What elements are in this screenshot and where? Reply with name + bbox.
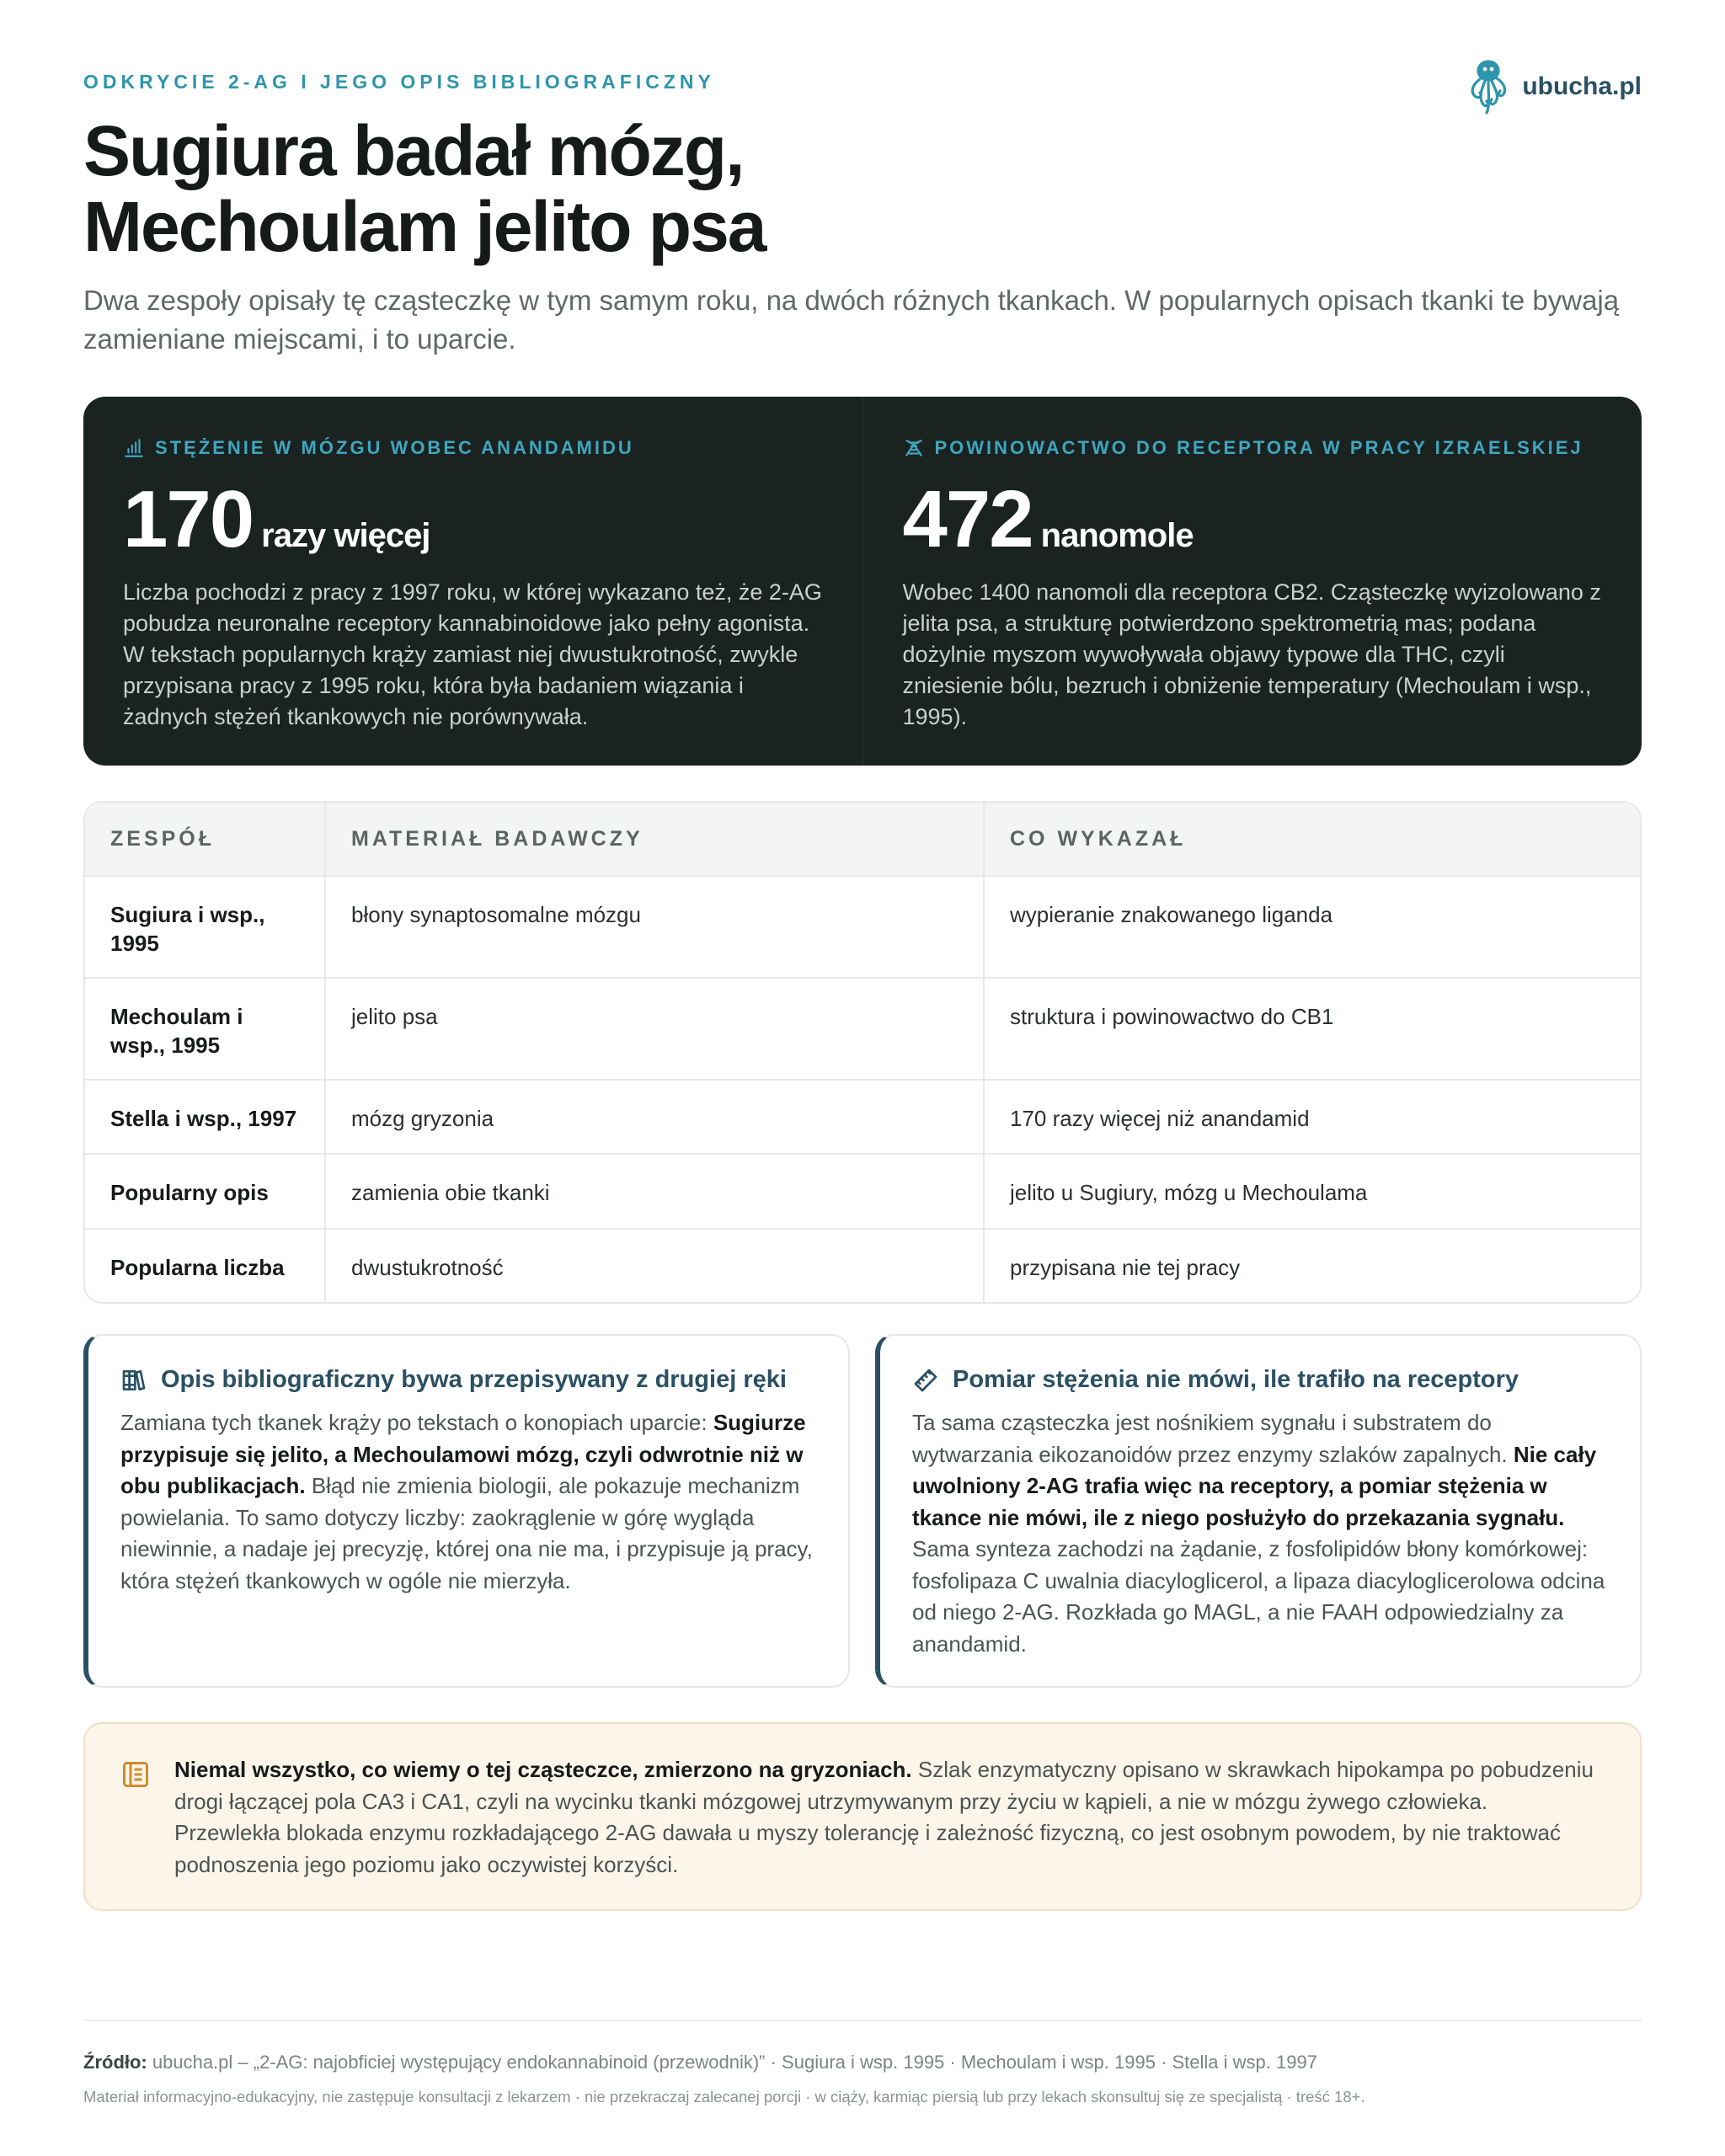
title-line-1: Sugiura badał mózg, [83,111,744,190]
table-row [85,1228,1640,1302]
eyebrow: ODKRYCIE 2-AG I JEGO OPIS BIBLIOGRAFICZNY [83,71,715,93]
table-row [85,1079,1640,1153]
source-text: ubucha.pl – „2-AG: najobficiej występujący endokannabinoid (przewodnik)” · Sugiura i wsp. 1995 · Mechoulam i wsp. 1995 · Stella i wsp. 1997 [147,2052,1317,2073]
footer-divider [83,2020,1642,2021]
stat-description: Wobec 1400 nanomoli dla receptora CB2. Cząsteczkę wyizolowano z jelita psa, a strukturę potwierdzono spektrometrią mas; podana dożylnie myszom wywoływała objawy typowe dla THC, czyli zniesienie bólu, bezruch i obniżenie temperatury (Mechoulam i wsp., 1995). [902,579,1601,729]
card-text [120,1407,818,1597]
table-cell-material: dwustukrotność [326,1230,985,1302]
molecule-icon [903,437,925,459]
stat-number: 472 [902,474,1033,564]
table-row [85,875,1640,977]
title-line-2: Mechoulam jelito psa [83,187,766,266]
stat-description: Liczba pochodzi z pracy z 1997 roku, w której wykazano też, że 2-AG pobudza neuronalne receptory kannabinoidowe jako pełny agonista. W tekstach popularnych krąży zamiast niej dwustukrotność, zwykle przypisana pracy z 1995 roku, która była badaniem wiązania i żadnych stężeń tkankowych nie porównywała. [123,579,822,729]
card-text-end: Sama synteza zachodzi na żądanie, z fosfolipidów błony komórkowej: fosfolipaza C uwalnia diacyloglicerol, a lipaza diacyloglicerolowa odcina od niego 2-AG. Rozkłada go MAGL, a nie FAAH odpowiedzialny za anandamid. [912,1536,1605,1657]
card-title-text: Pomiar stężenia nie mówi, ile trafiło na receptory [953,1366,1519,1393]
logo[interactable] [1466,57,1642,116]
table-cell-finding: jelito u Sugiury, mózg u Mechoulama [1010,1180,1368,1205]
stat-receptor-affinity [862,397,1642,766]
card-text-bold: Nie cały uwolniony 2-AG trafia więc na receptory, a pomiar stężenia w tkance nie mówi, ile z niego posłużyło do przekazania sygnału. [912,1441,1597,1530]
table-header-team: ZESPÓŁ [85,803,326,875]
logo-text: ubucha.pl [1522,72,1642,100]
note-body: Szlak enzymatyczny opisano w skrawkach hipokampa po pobudzeniu drogi łączącej pola CA3 i CA1, czyli na wycinku tkanki mózgowej utrzymywanym przy życiu w kąpieli, a nie w mózgu żywego człowieka. Przewlekła blokada enzymu rozkładającego 2-AG dawała u myszy tolerancję i zależność fizyczną, co jest osobnym powodem, by nie traktować podnoszenia jego poziomu jako oczywistej korzyści. [174,1757,1594,1877]
rodent-note [83,1722,1642,1911]
notebook-icon [120,1759,151,1790]
table-cell-finding: struktura i powinowactwo do CB1 [1010,1004,1334,1029]
table-cell-team: Mechoulam i wsp., 1995 [85,979,326,1079]
card-text-bold: Sugiurze przypisuje się jelito, a Mechoulamowi mózg, czyli odwrotnie niż w obu publikacjach. [120,1410,806,1498]
card-title [912,1366,1610,1394]
octopus-logo-icon [1466,57,1510,116]
table-cell-material: zamienia obie tkanki [326,1155,985,1228]
table-header-finding: CO WYKAZAŁ [1010,826,1187,851]
stat-brain-concentration [83,397,862,766]
card-title [120,1366,818,1394]
table-header-material: MATERIAŁ BADAWCZY [326,803,985,875]
card-measurement [875,1334,1642,1688]
table-cell-material: jelito psa [326,979,985,1079]
stat-value [902,474,1604,564]
table-cell-material: mózg gryzonia [326,1081,985,1153]
card-text-end: Błąd nie zmienia biologii, ale pokazuje mechanizm powielania. To samo dotyczy liczby: zaokrąglenie w górę wygląda niewinnie, a nadaje jej precyzję, której ona nie ma, i przypisuje ją pracy, która stężeń tkankowych w ogóle nie mierzyła. [120,1473,813,1593]
stats-panel [83,397,1642,766]
footer-disclaimer: Materiał informacyjno-edukacyjny, nie zastępuje konsultacji z lekarzem · nie przekraczaj zalecanej porcji · w ciąży, karmiąc piersią lub przy lekach skonsultuj się ze specjalistą · treść 18+. [83,2088,1365,2105]
books-icon [120,1367,147,1394]
stat-label-text: STĘŻENIE W MÓZGU WOBEC ANANDAMIDU [155,437,634,458]
page-subtitle: Dwa zespoły opisały tę cząsteczkę w tym samym roku, na dwóch różnych tkankach. W popularnych opisach tkanki te bywają zamieniane miejscami, i to uparcie. [83,285,1620,355]
page-title [83,113,766,264]
table-cell-team: Sugiura i wsp., 1995 [85,877,326,977]
table-cell-finding: 170 razy więcej niż anandamid [1010,1106,1310,1131]
table-cell-finding: wypieranie znakowanego liganda [1010,902,1333,927]
stat-label [123,437,824,459]
stat-unit: razy więcej [261,517,430,554]
table-cell-team: Popularna liczba [85,1230,326,1302]
card-title-text: Opis bibliograficzny bywa przepisywany z drugiej ręki [161,1366,787,1393]
stat-number: 170 [123,474,254,564]
stat-value [123,474,824,564]
stat-label-text: POWINOWACTWO DO RECEPTORA W PRACY IZRAELSKIEJ [934,437,1583,458]
table-cell-material: błony synaptosomalne mózgu [326,877,985,977]
table-cell-team: Popularny opis [85,1155,326,1228]
card-text [912,1407,1610,1660]
note-text [174,1754,1598,1881]
card-bibliography [83,1334,850,1688]
comparison-table [83,801,1642,1304]
footer-source [83,2052,1317,2073]
table-cell-team: Stella i wsp., 1997 [85,1081,326,1153]
table-row [85,977,1640,1079]
table-cell-finding: przypisana nie tej pracy [1010,1255,1241,1280]
note-bold: Niemal wszystko, co wiemy o tej cząsteczce, zmierzono na gryzoniach. [174,1757,912,1782]
ruler-icon [912,1367,939,1394]
table-row [85,1153,1640,1228]
card-text-start: Ta sama cząsteczka jest nośnikiem sygnału i substratem do wytwarzania eikozanoidów przez enzymy szlaków zapalnych. [912,1410,1514,1467]
source-label: Źródło: [83,2052,147,2073]
table-header-row [85,803,1640,875]
stat-unit: nanomole [1040,517,1194,554]
stat-label [903,437,1604,459]
bar-chart-icon [123,437,145,459]
card-text-start: Zamiana tych tkanek krąży po tekstach o konopiach uparcie: [120,1410,713,1435]
